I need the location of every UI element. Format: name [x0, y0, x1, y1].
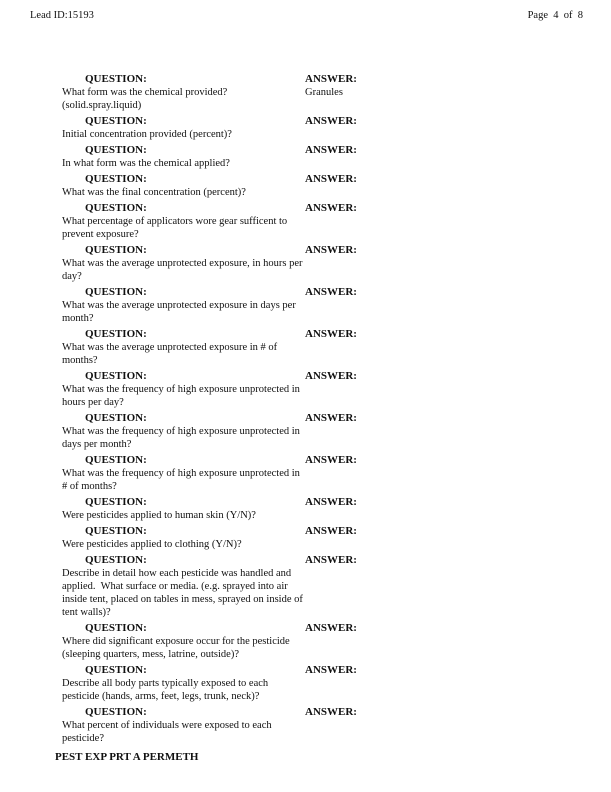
qa-row — [62, 411, 583, 451]
footer-title: PEST EXP PRT A PERMETH — [55, 751, 199, 763]
qa-list — [62, 72, 583, 745]
question-text: What percentage of applicators wore gear sufficent to prevent exposure? — [62, 216, 290, 240]
question-label: QUESTION: — [85, 412, 147, 424]
question-column — [62, 143, 305, 170]
question-label: QUESTION: — [85, 370, 147, 382]
qa-row — [62, 243, 583, 283]
question-label: QUESTION: — [85, 554, 147, 566]
qa-row — [62, 705, 583, 745]
question-column — [62, 114, 305, 141]
qa-row — [62, 72, 583, 112]
question-label: QUESTION: — [85, 202, 147, 214]
answer-column — [305, 369, 583, 409]
question-label: QUESTION: — [85, 115, 147, 127]
answer-label: ANSWER: — [305, 412, 357, 424]
answer-label: ANSWER: — [305, 286, 357, 298]
answer-column — [305, 663, 583, 703]
question-column — [62, 553, 305, 619]
answer-label: ANSWER: — [305, 525, 357, 537]
question-label: QUESTION: — [85, 286, 147, 298]
answer-column — [305, 114, 583, 141]
question-column — [62, 453, 305, 493]
answer-column — [305, 705, 583, 745]
question-text: Initial concentration provided (percent)? — [62, 129, 232, 140]
page-number: Page 4 of 8 — [527, 10, 583, 21]
question-label: QUESTION: — [85, 622, 147, 634]
qa-section — [55, 72, 583, 763]
qa-row — [62, 369, 583, 409]
answer-label: ANSWER: — [305, 554, 357, 566]
answer-label: ANSWER: — [305, 454, 357, 466]
question-text: Were pesticides applied to human skin (Y/N)? — [62, 510, 256, 521]
answer-column — [305, 143, 583, 170]
qa-row — [62, 553, 583, 619]
question-label: QUESTION: — [85, 244, 147, 256]
question-column — [62, 369, 305, 409]
question-column — [62, 243, 305, 283]
question-column — [62, 172, 305, 199]
qa-row — [62, 495, 583, 522]
answer-column — [305, 621, 583, 661]
question-text: Where did significant exposure occur for the pesticide (sleeping quarters, mess, latrine, outside)? — [62, 636, 293, 660]
question-column — [62, 705, 305, 745]
answer-column — [305, 172, 583, 199]
answer-label: ANSWER: — [305, 144, 357, 156]
answer-label: ANSWER: — [305, 73, 357, 85]
qa-row — [62, 621, 583, 661]
answer-label: ANSWER: — [305, 496, 357, 508]
answer-column — [305, 411, 583, 451]
question-label: QUESTION: — [85, 664, 147, 676]
question-column — [62, 327, 305, 367]
lead-id: Lead ID:15193 — [30, 10, 94, 21]
answer-label: ANSWER: — [305, 115, 357, 127]
question-column — [62, 621, 305, 661]
answer-column — [305, 453, 583, 493]
question-label: QUESTION: — [85, 525, 147, 537]
question-label: QUESTION: — [85, 73, 147, 85]
answer-label: ANSWER: — [305, 202, 357, 214]
qa-row — [62, 201, 583, 241]
answer-column — [305, 327, 583, 367]
question-text: What form was the chemical provided?(solid.spray.liquid) — [62, 87, 228, 111]
question-text: Describe all body parts typically exposed to each pesticide (hands, arms, feet, legs, trunk, neck)? — [62, 678, 271, 702]
question-label: QUESTION: — [85, 454, 147, 466]
answer-text: Granules — [305, 87, 343, 98]
question-text: In what form was the chemical applied? — [62, 158, 230, 169]
answer-column — [305, 495, 583, 522]
question-text: What was the final concentration (percent)? — [62, 187, 246, 198]
question-text: What was the frequency of high exposure unprotected in # of months? — [62, 468, 303, 492]
answer-column — [305, 285, 583, 325]
question-text: What percent of individuals were exposed to each pesticide? — [62, 720, 275, 744]
question-text: What was the average unprotected exposure in # of months? — [62, 342, 280, 366]
question-text: What was the average unprotected exposure in days per month? — [62, 300, 299, 324]
question-label: QUESTION: — [85, 328, 147, 340]
qa-row — [62, 453, 583, 493]
question-column — [62, 411, 305, 451]
question-text: What was the frequency of high exposure unprotected in hours per day? — [62, 384, 303, 408]
answer-column — [305, 524, 583, 551]
question-column — [62, 201, 305, 241]
question-text: What was the frequency of high exposure unprotected in days per month? — [62, 426, 303, 450]
qa-row — [62, 285, 583, 325]
question-label: QUESTION: — [85, 144, 147, 156]
question-column — [62, 495, 305, 522]
qa-row — [62, 172, 583, 199]
question-label: QUESTION: — [85, 496, 147, 508]
qa-row — [62, 663, 583, 703]
question-text: Were pesticides applied to clothing (Y/N)? — [62, 539, 242, 550]
answer-label: ANSWER: — [305, 370, 357, 382]
answer-column — [305, 201, 583, 241]
answer-label: ANSWER: — [305, 664, 357, 676]
page-header — [30, 10, 583, 21]
qa-row — [62, 143, 583, 170]
answer-label: ANSWER: — [305, 244, 357, 256]
answer-column — [305, 553, 583, 619]
answer-label: ANSWER: — [305, 173, 357, 185]
question-text: What was the average unprotected exposure, in hours per day? — [62, 258, 306, 282]
question-column — [62, 72, 305, 112]
question-text: Describe in detail how each pesticide was handled and applied. What surface or media. (e.g. sprayed into air inside tent, placed on tables in mess, sprayed on inside of tent walls)? — [62, 568, 306, 618]
question-column — [62, 524, 305, 551]
question-label: QUESTION: — [85, 706, 147, 718]
question-column — [62, 663, 305, 703]
question-label: QUESTION: — [85, 173, 147, 185]
answer-column — [305, 72, 583, 112]
qa-row — [62, 524, 583, 551]
answer-label: ANSWER: — [305, 622, 357, 634]
answer-label: ANSWER: — [305, 706, 357, 718]
answer-column — [305, 243, 583, 283]
question-column — [62, 285, 305, 325]
qa-row — [62, 114, 583, 141]
qa-row — [62, 327, 583, 367]
answer-label: ANSWER: — [305, 328, 357, 340]
